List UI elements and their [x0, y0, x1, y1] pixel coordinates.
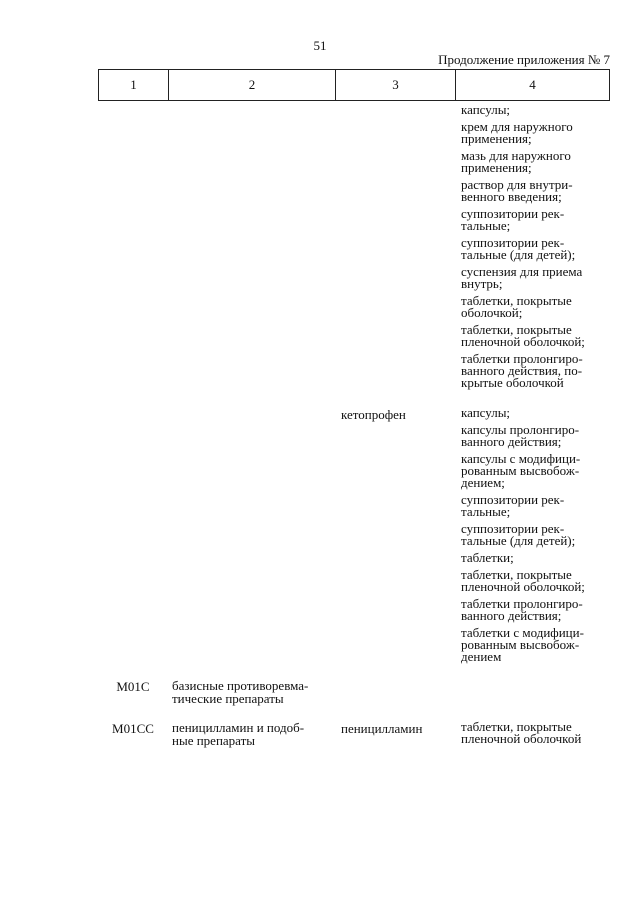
forms-cell	[461, 104, 611, 389]
form-item: крем для наружного применения;	[461, 119, 573, 146]
table-row	[0, 407, 640, 663]
form-item: таблетки пролонгиро- ванного действия;	[461, 596, 583, 623]
atc-code: M01C	[116, 679, 150, 694]
form-item: капсулы;	[461, 405, 511, 420]
group-name: базисные противоревма- тические препараты	[172, 678, 309, 706]
drug-name: пеницилламин	[341, 721, 423, 736]
continuation-label: Продолжение приложения № 7	[438, 52, 610, 67]
form-item: мазь для наружного применения;	[461, 148, 571, 175]
header-col-3: 3	[336, 70, 456, 101]
form-item: суппозитории рек- тальные;	[461, 206, 565, 233]
form-item: капсулы пролонгиро- ванного действия;	[461, 422, 580, 449]
table-row	[0, 104, 640, 389]
header-col-1: 1	[99, 70, 169, 101]
drug-name: кетопрофен	[341, 407, 406, 422]
table-body	[0, 104, 640, 761]
table-row	[0, 679, 640, 721]
table-header	[98, 69, 610, 101]
form-item: таблетки, покрытые пленочной оболочкой	[461, 719, 582, 746]
group-name: пеницилламин и подоб- ные препараты	[172, 720, 305, 748]
form-item: таблетки, покрытые оболочкой;	[461, 293, 572, 320]
form-item: капсулы;	[461, 102, 511, 117]
form-item: суппозитории рек- тальные;	[461, 492, 565, 519]
form-item: суппозитории рек- тальные (для детей);	[461, 521, 576, 548]
forms-cell	[461, 407, 611, 663]
header-col-2: 2	[169, 70, 336, 101]
header-col-4: 4	[456, 70, 610, 101]
form-item: таблетки пролонгиро- ванного действия, по- крытые оболочкой	[461, 351, 583, 390]
table-row	[0, 721, 640, 761]
page-number: 51	[313, 38, 327, 53]
form-item: таблетки, покрытые пленочной оболочкой;	[461, 322, 585, 349]
form-item: капсулы с модифици- рованным высвобож- дением;	[461, 451, 581, 490]
form-item: суспензия для приема внутрь;	[461, 264, 583, 291]
form-item: таблетки, покрытые пленочной оболочкой;	[461, 567, 585, 594]
form-item: таблетки;	[461, 550, 514, 565]
forms-cell	[461, 721, 611, 745]
form-item: таблетки с модифици- рованным высвобож- дением	[461, 625, 584, 664]
form-item: суппозитории рек- тальные (для детей);	[461, 235, 576, 262]
form-item: раствор для внутри- венного введения;	[461, 177, 573, 204]
atc-code: M01CC	[112, 721, 154, 736]
